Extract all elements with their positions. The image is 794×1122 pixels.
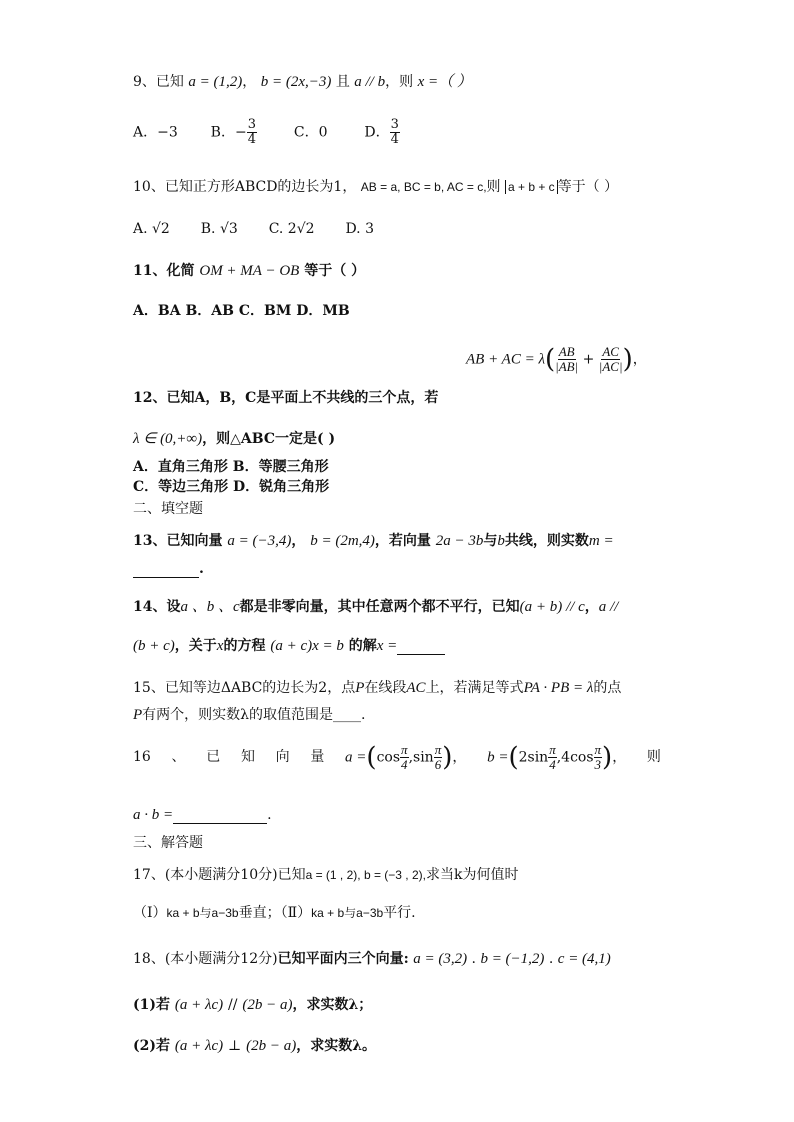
q16-blank[interactable] (173, 809, 267, 824)
q16-b-def: b =(2sin $\frac{\pi}{4}$ ,4cos $\frac{\pi}{3}$ )， (487, 741, 627, 772)
q11-opt-d: D．MB (296, 303, 350, 319)
q11-opt-c: C．BM (238, 303, 292, 319)
q13-answer: . (133, 560, 204, 578)
q12-stem-2: λ ∈ (0,+∞)，则△ABC一定是( ) (133, 431, 336, 447)
section-fill-in: 二、填空题 (133, 501, 203, 517)
q16-answer: a · b = . (133, 807, 272, 823)
q13-stem: 13、已知向量 a = (−3,4)， b = (2m,4)，若向量 2a − 3b与b共线，则实数m = (133, 533, 614, 549)
q12-opt-d: D．锐角三角形 (233, 479, 330, 495)
q9-opt-c: C．0 (293, 124, 328, 141)
q10-opt-d: D. 3 (345, 221, 374, 237)
q10-opt-c: C. 2√2 (268, 221, 315, 237)
q18-a-eq: a = (3,2) (413, 951, 468, 967)
q14-blank[interactable] (397, 640, 445, 655)
q11-opt-a: A．BA (133, 303, 181, 319)
q9-parallel: a // b (354, 74, 386, 90)
q18-c-eq: c = (4,1) (557, 951, 611, 967)
q15-eq: PA · PB = λ (523, 680, 594, 696)
q17-parts: （Ⅰ）ka + b与a−3b垂直；（Ⅱ）ka + b与a−3b平行. (133, 905, 416, 921)
q9-opt-d: D． (364, 124, 390, 141)
q18-part2: (2)若 (a + λc) ⊥ (2b − a)，求实数λ。 (133, 1038, 377, 1054)
q10-opt-b: B. √3 (200, 221, 238, 237)
q9-options (133, 118, 400, 147)
q14-eq: (a + c)x = b (270, 638, 344, 654)
q12-opt-c: C．等边三角形 (133, 479, 229, 495)
q17-given: a = (1 , 2), b = (−3 , 2), (305, 868, 426, 882)
q11-expr: OM + MA − OB (199, 263, 300, 279)
q9-a-eq: a = (1,2) (188, 74, 243, 90)
q9-frac-b: $\frac{3}{4}$ (247, 117, 256, 147)
q13-blank[interactable] (133, 563, 199, 578)
q9-stem: 9、已知 a = (1,2)， b = (2x,−3) 且 a // b，则 x =（ ） (133, 74, 472, 90)
q12-lambda-range: λ ∈ (0,+∞) (133, 431, 203, 447)
q12-formula: AB + AC = λ( $\frac{AB}{|AB|}$ + $\frac{AC}{|AC|}$ )， (466, 344, 647, 375)
q10-cond: AB = a, BC = b, AC = c, (360, 180, 487, 194)
q14-stem: 14、设a 、b 、c都是非零向量，其中任意两个都不平行，已知(a + b) // c，a // (133, 599, 619, 615)
q10-expr: a + b + c (505, 180, 558, 194)
q12-opt-b: B．等腰三角形 (232, 459, 329, 475)
q17-stem: 17、(本小题满分10分)已知a = (1 , 2), b = (−3 , 2),求当k为何值时 (133, 867, 519, 883)
q15-stem-2: P有两个，则实数λ的取值范围是____. (133, 707, 366, 723)
q9-ask: x =（ ） (417, 74, 472, 90)
q13-combo: 2a − 3b (435, 533, 484, 549)
q9-opt-b: B．− (210, 124, 247, 141)
q13-b-eq: b = (2m,4) (310, 533, 375, 549)
q12-stem: 12、已知A，B，C是平面上不共线的三个点，若 (133, 390, 439, 406)
q10-options (133, 220, 374, 238)
q13-a-eq: a = (−3,4) (227, 533, 292, 549)
q10-stem: 10、已知正方形ABCD的边长为1， AB = a, BC = b, AC = c,则 a + b + c 等于（ ） (133, 179, 619, 195)
q18-stem: 18、(本小题满分12分)已知平面内三个向量: a = (3,2) . b = (−1,2) . c = (4,1) (133, 951, 611, 967)
q12-opt-a: A．直角三角形 (133, 459, 228, 475)
q15-stem: 15、已知等边ΔABC的边长为2，点P在线段AC上，若满足等式PA · PB = λ的点 (133, 680, 622, 696)
section-solve: 三、解答题 (133, 835, 203, 851)
q9-b-eq: b = (2x,−3) (260, 74, 332, 90)
q14-cond1: (a + b) // c (519, 599, 585, 615)
q10-opt-a: A. √2 (133, 221, 170, 237)
q16-a-def: a =(cos $\frac{\pi}{4}$ ,sin $\frac{\pi}{6}$ )， (345, 741, 467, 772)
q11-stem: 11、化简 OM + MA − OB 等于（ ） (133, 263, 366, 279)
q12-frac2: $\frac{AC}{|AC|}$ (598, 344, 623, 374)
q11-opt-b: B．AB (185, 303, 234, 319)
q12-options-2 (133, 478, 329, 496)
q9-frac-d: $\frac{3}{4}$ (390, 117, 399, 147)
q12-frac1: $\frac{AB}{|AB|}$ (555, 344, 579, 374)
q18-part1: (1)若 (a + λc) // (2b − a)，求实数λ； (133, 997, 373, 1013)
q9-opt-a: A．−3 (133, 124, 178, 141)
q18-b-eq: b = (−1,2) (480, 951, 545, 967)
q14-cond2: a // (598, 599, 619, 615)
q11-options (133, 302, 350, 320)
q16-stem: 16 、 已 知 向 量 a =(cos $\frac{\pi}{4}$ ,sin $\frac{\pi}{6}$ )， b =(2sin $\frac{\pi}{4}$ ,4cos $\frac{\pi}{3}$ )， 则 (133, 741, 661, 772)
q14-stem-2: (b + c)，关于x的方程 (a + c)x = b 的解x = (133, 637, 445, 655)
q12-options-1 (133, 458, 329, 476)
